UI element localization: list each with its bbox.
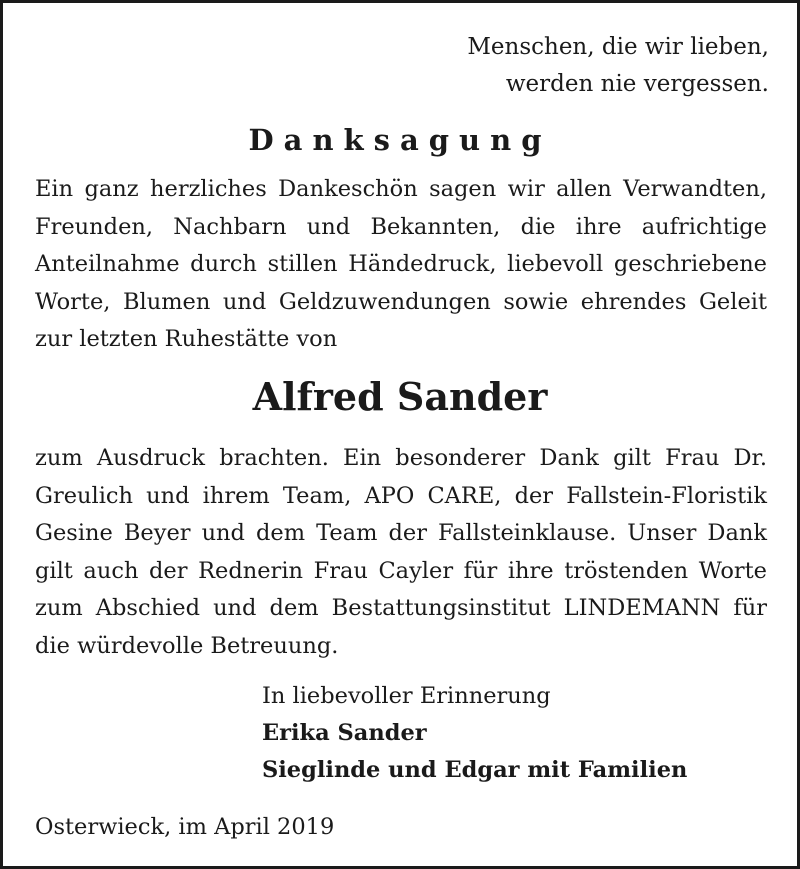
place-date: Osterwieck, im April 2019 bbox=[35, 814, 335, 840]
deceased-name: Alfred Sander bbox=[252, 374, 548, 419]
signature-name-1: Erika Sander bbox=[262, 720, 427, 746]
thanks-paragraph-2: zum Ausdruck brachten. Ein besonderer Dank gilt Frau Dr. Greulich und ihrem Team, APO CARE, der Fallstein-Floristik Gesine Beyer und dem Team der Fallsteinklause. Unser Dank gilt auch der Rednerin Frau Cayler für ihre tröstenden Worte zum Abschied und dem Bestattungsinstitut LINDEMANN für die würdevolle Betreuung. bbox=[35, 445, 767, 659]
signature-block bbox=[262, 678, 687, 789]
thanks-paragraph-1: Ein ganz herzliches Dankeschön sagen wir allen Verwandten, Freunden, Nachbarn und Bekannten, die ihre aufrichtige Anteilnahme durch stillen Händedruck, liebevoll geschriebene Worte, Blumen und Geldzuwendungen sowie ehrendes Geleit zur letzten Ruhestätte von bbox=[35, 176, 767, 352]
heading: Danksagung bbox=[248, 123, 552, 157]
signature-name-2: Sieglinde und Edgar mit Familien bbox=[262, 757, 688, 783]
motto-line-2: werden nie vergessen. bbox=[505, 71, 769, 97]
motto bbox=[467, 29, 769, 103]
signature-intro: In liebevoller Erinnerung bbox=[262, 683, 551, 709]
motto-line-1: Menschen, die wir lieben, bbox=[467, 34, 769, 60]
